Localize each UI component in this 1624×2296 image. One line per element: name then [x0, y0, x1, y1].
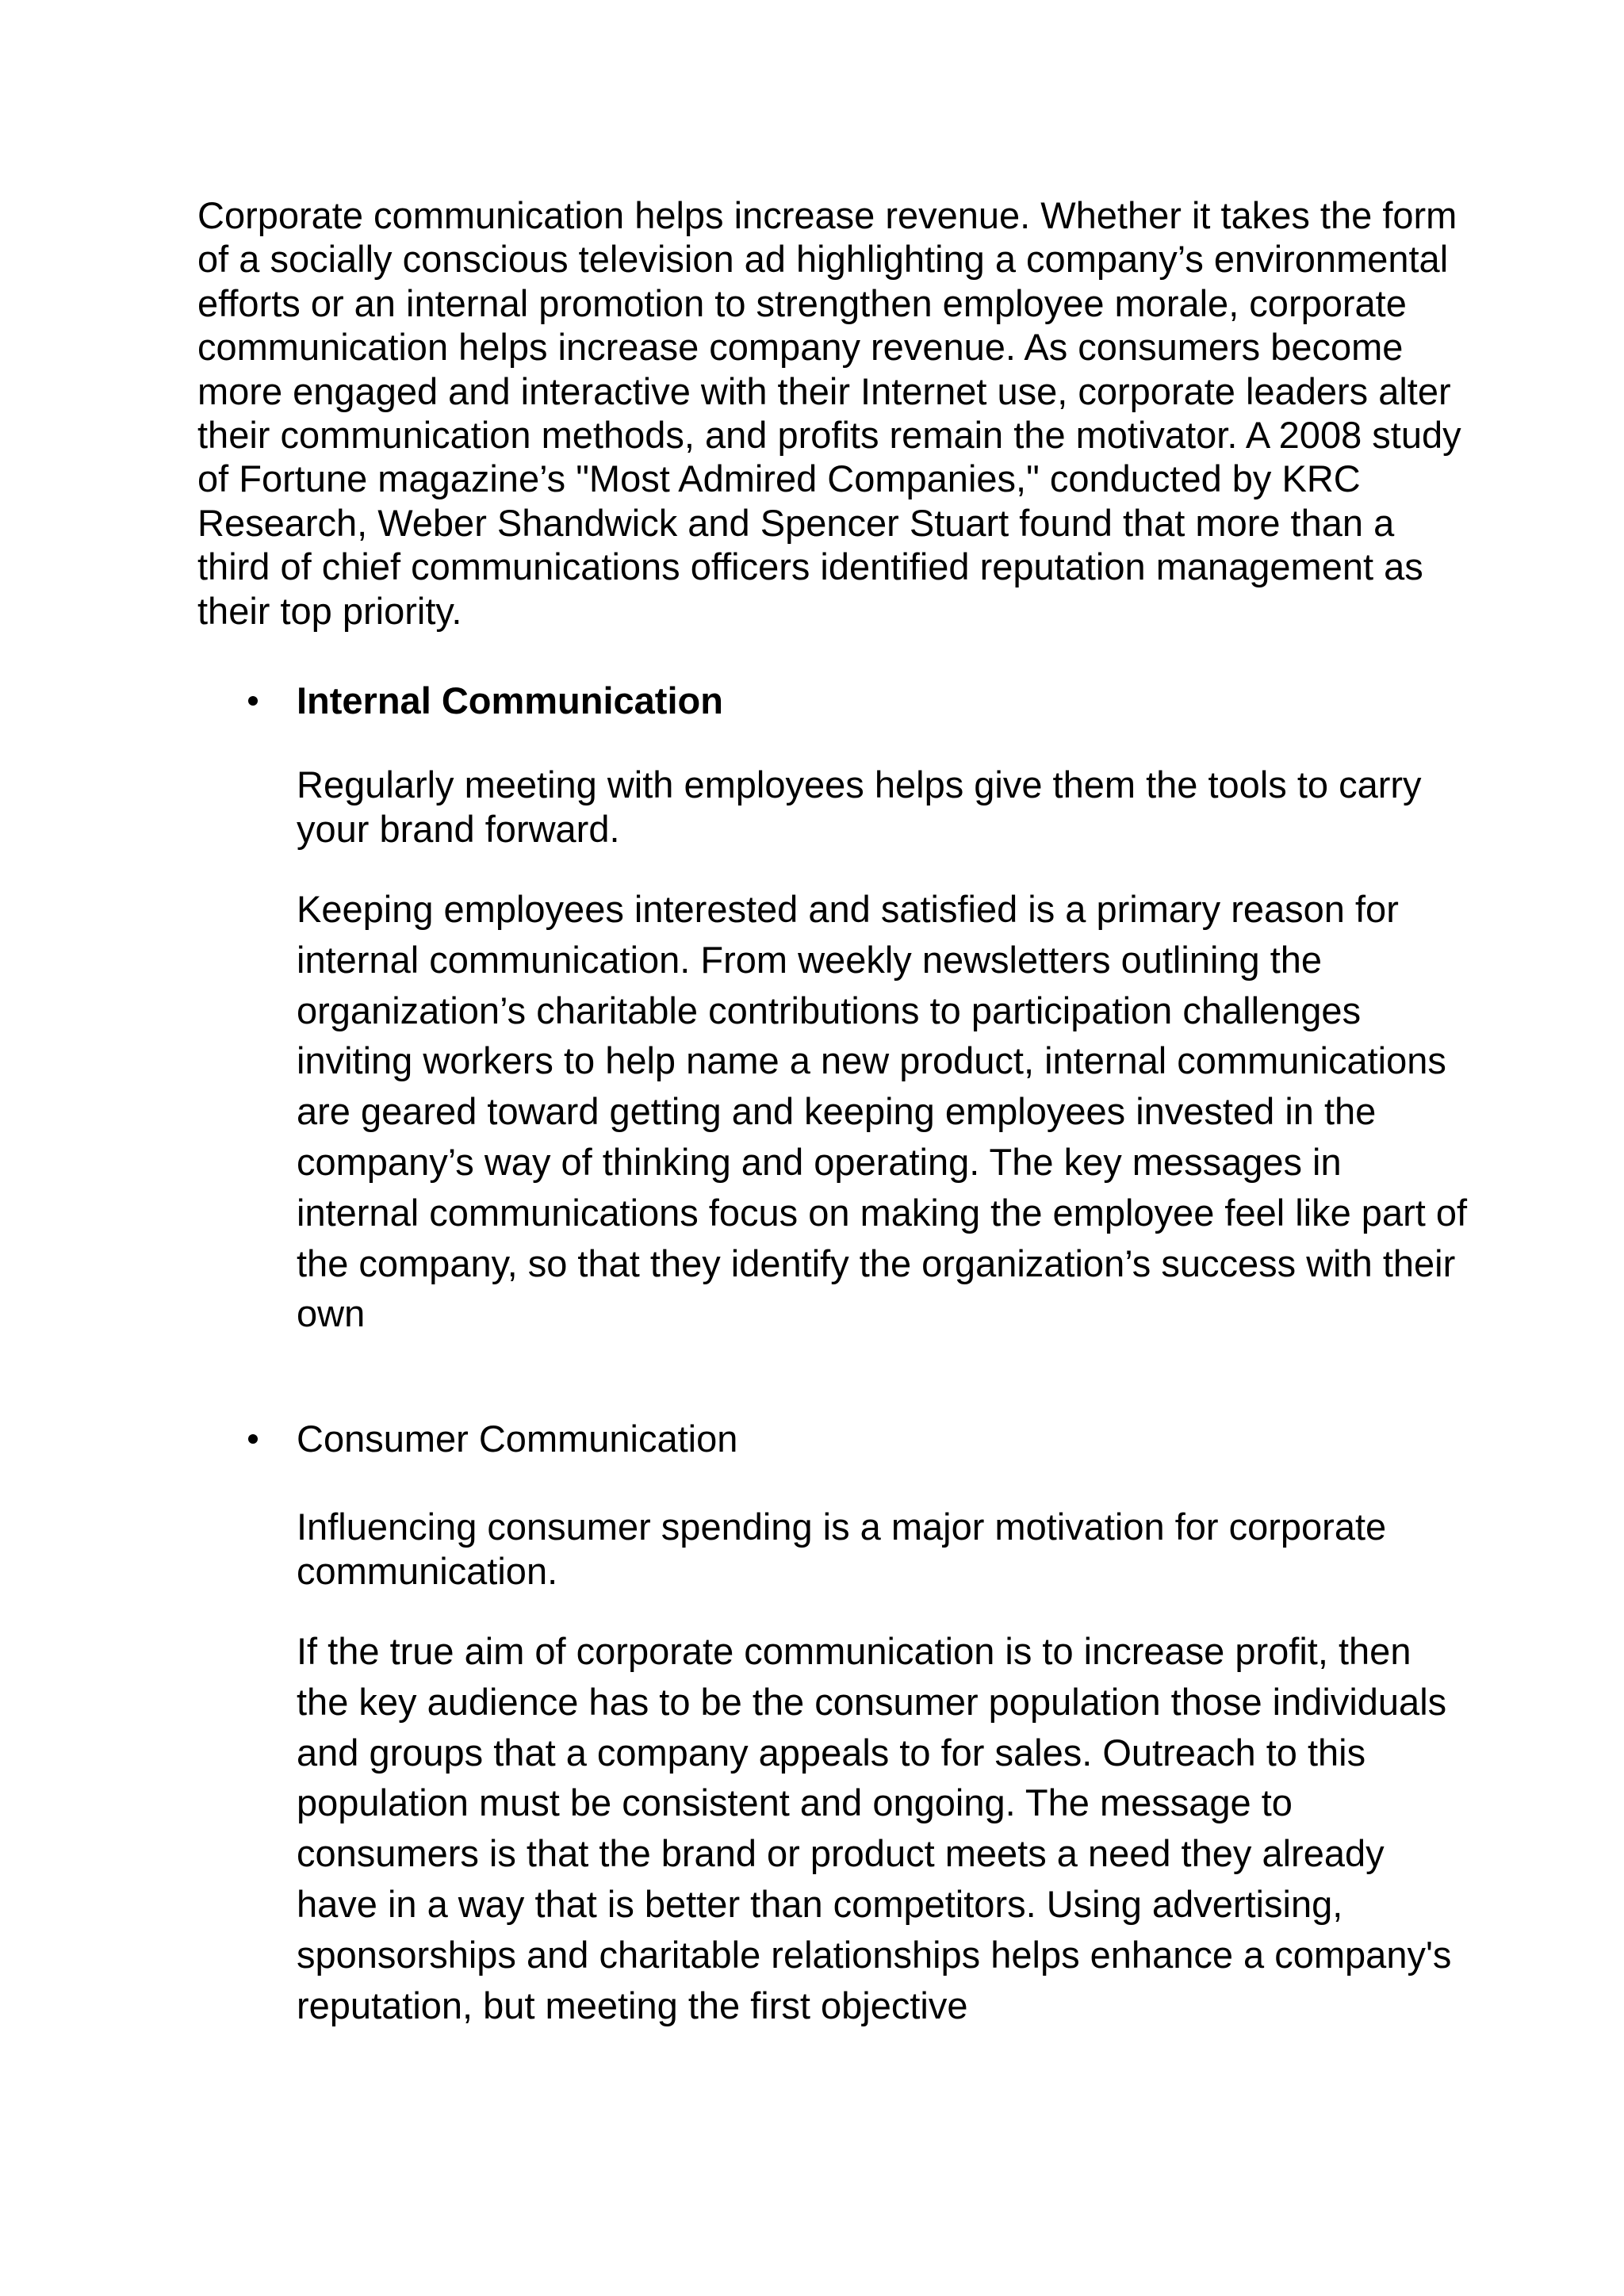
section-body-consumer-communication: If the true aim of corporate communication is to increase profit, then the key audience has to be the consumer population those individuals and groups that a company appeals to for sales. Outreach to this population must be consistent and ongoing. The message to consumers is that the brand or product meets a need they already have in a way that is better than competitors. Using advertising, sponsorships and charitable relationships helps enhance a company's reputation, but meeting the first objective: [297, 1630, 1452, 2026]
intro-paragraph: Corporate communication helps increase revenue. Whether it takes the form of a socially conscious television ad highlighting a company’s environmental efforts or an internal promotion to strengthen employee morale, corporate communication helps increase company revenue. As consumers become more engaged and interactive with their Internet use, corporate leaders alter their communication methods, and profits remain the motivator. A 2008 study of Fortune magazine’s "Most Admired Companies," conducted by KRC Research, Weber Shandwick and Spencer Stuart found that more than a third of chief communications officers identified reputation management as their top priority.: [197, 194, 1461, 632]
bullet-item-internal-communication: [248, 679, 1517, 723]
bullet-icon: [248, 1434, 258, 1444]
bullet-item-consumer-communication: [248, 1417, 1517, 1461]
section-body-internal-communication: Keeping employees interested and satisfied is a primary reason for internal communication. From weekly newsletters outlining the organization’s charitable contributions to participation challenges inviting workers to help name a new product, internal communications are geared toward getting and keeping employees invested in the company’s way of thinking and operating. The key messages in internal communications focus on making the employee feel like part of the company, so that they identify the organization’s success with their own: [297, 888, 1468, 1335]
bullet-icon: [248, 696, 258, 706]
section-summary-internal-communication: Regularly meeting with employees helps give them the tools to carry your brand forward.: [297, 763, 1422, 850]
section-heading-consumer-communication: Consumer Communication: [297, 1418, 738, 1460]
section-heading-internal-communication: Internal Communication: [297, 679, 723, 721]
section-summary-consumer-communication: Influencing consumer spending is a major motivation for corporate communication.: [297, 1506, 1387, 1592]
